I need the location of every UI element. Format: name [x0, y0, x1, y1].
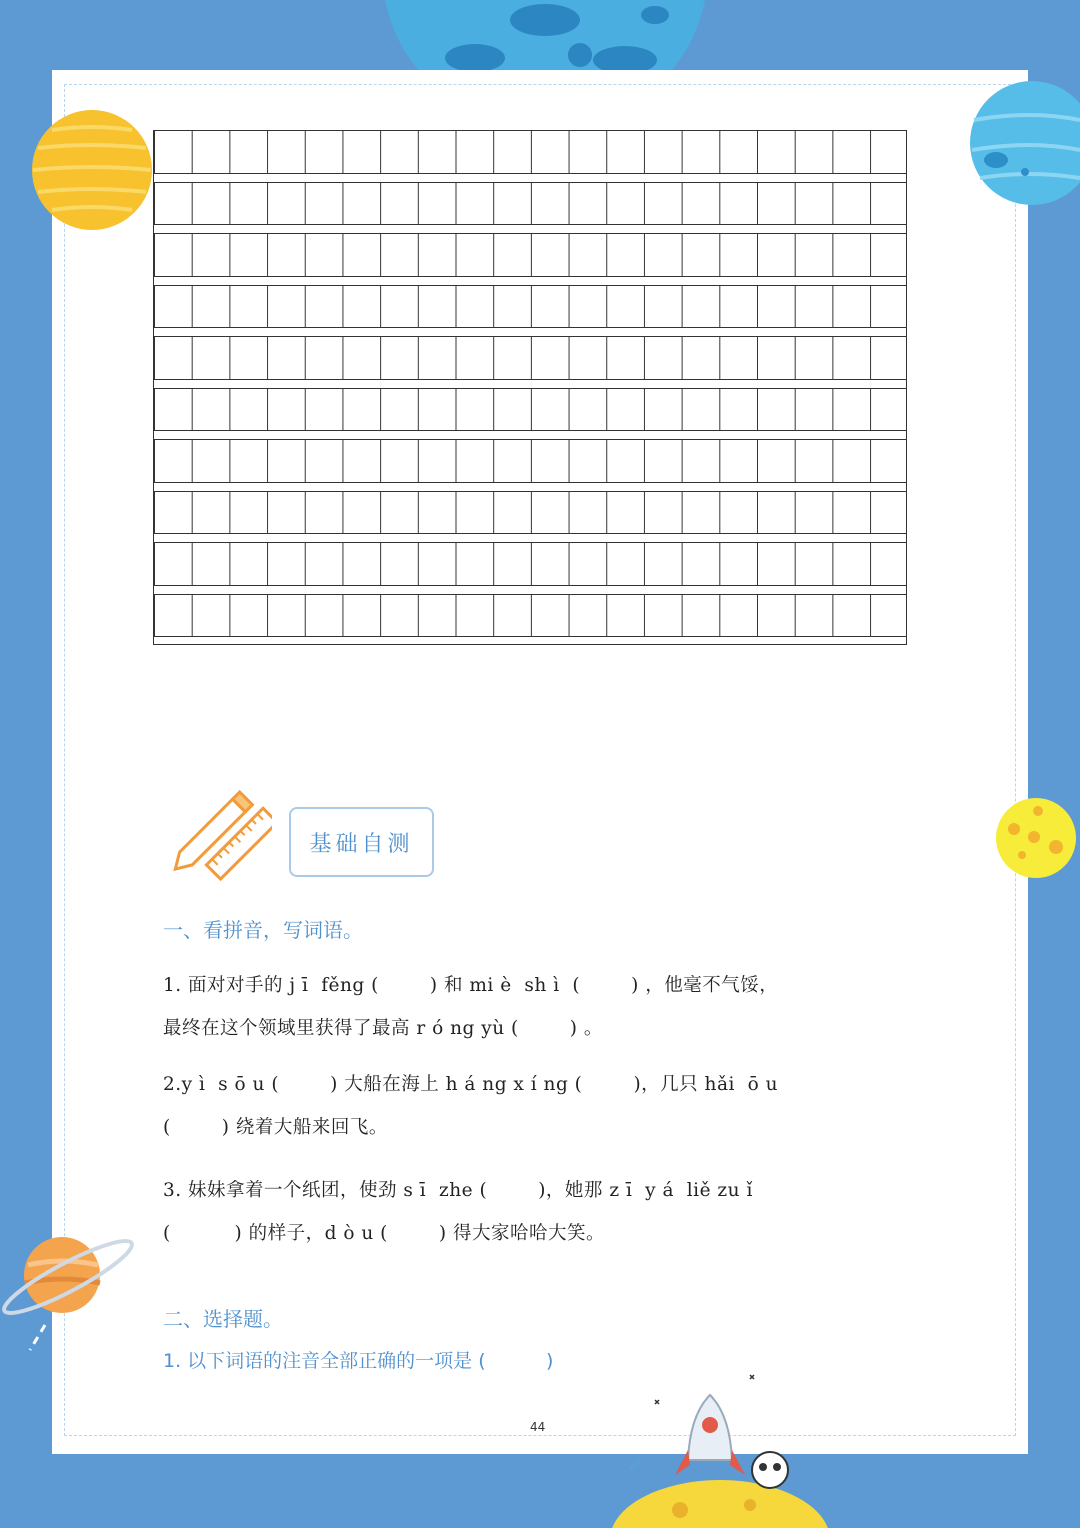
ringed-planet-illustration — [0, 1225, 140, 1355]
grid-row — [153, 439, 907, 491]
grid-row — [153, 336, 907, 388]
part2-heading: 二、选择题。 — [163, 1307, 283, 1331]
character-writing-grid — [153, 130, 907, 645]
rocket-moon-illustration — [600, 1370, 830, 1528]
question-1-line-2: 最终在这个领域里获得了最高 r ó ng yù ( ) 。 — [163, 1018, 603, 1039]
grid-row — [153, 233, 907, 285]
pencil-ruler-icon — [172, 788, 272, 886]
question-3-line-2: ( ) 的样子，d ò u ( ) 得大家哈哈大笑。 — [163, 1223, 606, 1244]
section-title-badge: 基础自测 — [289, 807, 434, 877]
small-yellow-planet-illustration — [996, 797, 1080, 879]
grid-row — [153, 285, 907, 337]
grid-row — [153, 542, 907, 594]
part1-heading: 一、看拼音，写词语。 — [163, 918, 363, 942]
page-number: 44 — [530, 1420, 546, 1434]
grid-row — [153, 491, 907, 543]
question-1-line-1: 1. 面对对手的 j ī fěng ( ) 和 mi è sh ì ( ) ，他毫不气馁， — [163, 975, 779, 996]
grid-row — [153, 388, 907, 440]
question-2-line-2: ( ) 绕着大船来回飞。 — [163, 1117, 388, 1138]
grid-row — [153, 182, 907, 234]
question-2-line-1: 2.y ì s ō u ( ) 大船在海上 h á ng x í ng ( )，几只 hǎi ō u — [163, 1074, 779, 1095]
grid-row — [153, 594, 907, 646]
question-3-line-1: 3. 妹妹拿着一个纸团，使劲 s ī zhe ( )，她那 z ī y á liě zu ǐ — [163, 1180, 753, 1201]
yellow-planet-illustration — [30, 108, 154, 232]
grid-row — [153, 130, 907, 182]
multiple-choice-question-1: 1. 以下词语的注音全部正确的一项是 ( ) — [163, 1350, 554, 1372]
blue-planet-illustration — [970, 80, 1080, 206]
